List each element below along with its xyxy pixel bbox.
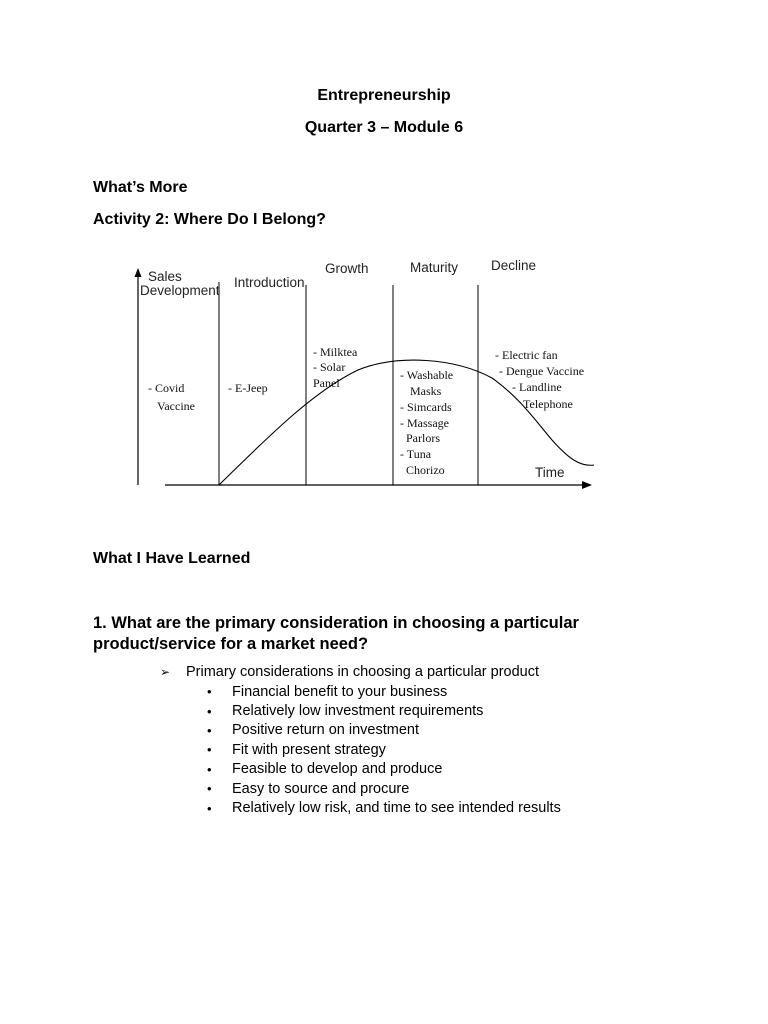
stage-introduction: Introduction bbox=[234, 275, 305, 290]
list-item-text: Feasible to develop and produce bbox=[232, 761, 443, 778]
y-axis-label: Sales bbox=[148, 269, 182, 284]
stage-decline: Decline bbox=[491, 258, 537, 273]
list-item-text: Fit with present strategy bbox=[232, 741, 386, 758]
list-item-text: Positive return on investment bbox=[232, 722, 419, 739]
list-item-text: Relatively low risk, and time to see intended results bbox=[232, 800, 561, 817]
considerations-list bbox=[160, 662, 561, 818]
bullet-dot-icon: • bbox=[207, 781, 212, 797]
document-title: Entrepreneurship bbox=[317, 87, 451, 104]
maturity-item: - Tuna bbox=[400, 447, 432, 461]
whats-more-heading: What’s More bbox=[93, 179, 188, 196]
growth-item: Panel bbox=[313, 376, 340, 390]
stage-development: Development bbox=[140, 283, 220, 298]
list-item bbox=[160, 721, 561, 740]
list-item bbox=[160, 760, 561, 779]
decline-item: - Dengue Vaccine bbox=[499, 364, 585, 378]
decline-item: - Electric fan bbox=[495, 348, 558, 362]
bullet-dot-icon: • bbox=[207, 761, 212, 777]
bullet-dot-icon: • bbox=[207, 684, 212, 700]
maturity-item: Parlors bbox=[406, 431, 440, 445]
maturity-item: - Simcards bbox=[400, 400, 452, 414]
decline-item: - Landline bbox=[512, 380, 562, 394]
considerations-lead-row bbox=[160, 662, 561, 682]
list-item-text: Easy to source and procure bbox=[232, 780, 410, 797]
list-item bbox=[160, 779, 561, 798]
module-title: Quarter 3 – Module 6 bbox=[304, 119, 464, 136]
considerations-lead: Primary considerations in choosing a particular product bbox=[186, 664, 540, 680]
list-item bbox=[160, 740, 561, 759]
product-life-cycle-diagram bbox=[0, 250, 768, 500]
list-item-text: Financial benefit to your business bbox=[232, 683, 448, 700]
arrow-bullet-icon: ➢ bbox=[160, 665, 171, 679]
learned-heading: What I Have Learned bbox=[93, 550, 251, 567]
stage-maturity: Maturity bbox=[410, 260, 459, 275]
decline-item: Telephone bbox=[523, 397, 573, 411]
list-item bbox=[160, 798, 561, 817]
list-item-text: Relatively low investment requirements bbox=[232, 703, 484, 720]
introduction-item: - E-Jeep bbox=[228, 381, 268, 395]
stage-growth: Growth bbox=[325, 261, 369, 276]
list-item bbox=[160, 682, 561, 701]
x-axis-arrow bbox=[582, 481, 592, 489]
x-axis-label: Time bbox=[535, 465, 565, 480]
growth-item: - Solar bbox=[313, 360, 346, 374]
bullet-dot-icon: • bbox=[207, 722, 212, 738]
bullet-dot-icon: • bbox=[207, 800, 212, 816]
list-item bbox=[160, 701, 561, 720]
y-axis-arrow bbox=[135, 268, 142, 277]
maturity-item: Chorizo bbox=[406, 463, 445, 477]
growth-item: - Milktea bbox=[313, 345, 358, 359]
maturity-item: - Washable bbox=[400, 368, 454, 382]
question-1: 1. What are the primary consideration in choosing a particular product/service for a market need? bbox=[93, 614, 579, 653]
bullet-dot-icon: • bbox=[207, 703, 212, 719]
development-item: Vaccine bbox=[157, 399, 195, 413]
activity-heading: Activity 2: Where Do I Belong? bbox=[93, 211, 326, 228]
development-item: - Covid bbox=[148, 381, 185, 395]
considerations-items bbox=[160, 682, 561, 818]
maturity-item: Masks bbox=[410, 384, 442, 398]
maturity-item: - Massage bbox=[400, 416, 449, 430]
bullet-dot-icon: • bbox=[207, 742, 212, 758]
